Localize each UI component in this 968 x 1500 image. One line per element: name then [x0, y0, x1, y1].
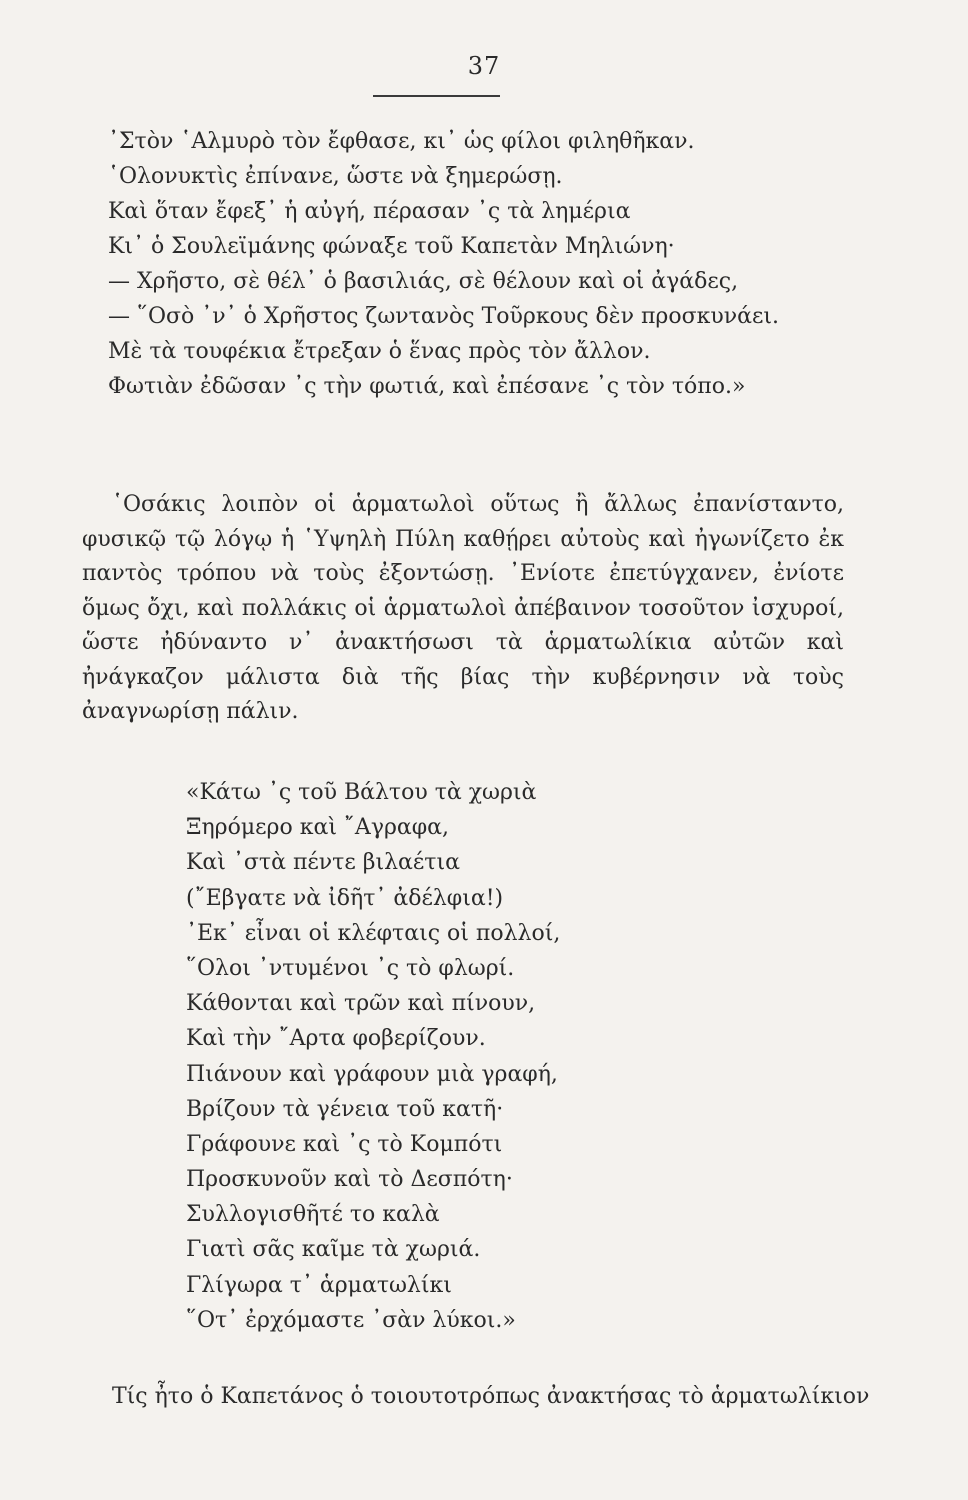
verse-line: Γράφουνε καὶ ᾿ς τὸ Κομπότι	[186, 1131, 503, 1157]
verse-line: Ξηρόμερο καὶ ῎Αγραφα,	[186, 815, 450, 841]
verse-line: Βρίζουν τὰ γένεια τοῦ κατῆ·	[186, 1096, 504, 1122]
verse-line: «Κάτω ᾿ς τοῦ Βάλτου τὰ χωριὰ	[186, 780, 537, 805]
verse-line: — Χρῆστο, σὲ θέλ᾿ ὁ βασιλιάς, σὲ θέλουν καὶ οἱ ἀγάδες,	[108, 269, 739, 294]
verse-line: Φωτιὰν ἐδῶσαν ᾿ς τὴν φωτιά, καὶ ἐπέσανε ᾿ς τὸν τόπο.»	[108, 374, 746, 399]
prose-paragraph: ῾Οσάκις λοιπὸν οἱ ἁρματωλοὶ οὕτως ἢ ἄλλως ἐπανίσταντο, φυσικῷ τῷ λόγῳ ἡ ῾Υψηλὴ Πύλη καθῄρει αὐτοὺς καὶ ἠγωνίζετο ἐκ παντὸς τρόπου νὰ τοὺς ἐξοντώσῃ. ᾿Ενίοτε ἐπετύγχανεν, ἐνίοτε ὅμως ὄχι, καὶ πολλάκις οἱ ἁρματωλοὶ ἀπέβαινον τοσοῦτον ἰσχυροί, ὥστε ἠδύναντο ν᾿ ἀνακτήσωσι τὰ ἁρματωλίκια αὐτῶν καὶ ἠνάγκαζον μάλιστα διὰ τῆς βίας τὴν κυβέρνησιν νὰ τοὺς ἀναγνωρίσῃ πάλιν.	[82, 492, 844, 724]
verse-line: Γιατὶ σᾶς καῖμε τὰ χωριά.	[186, 1237, 481, 1263]
verse-line: — ῞Οσὸ ᾿ν᾿ ὁ Χρῆστος ζωντανὸς Τοῦρκους δὲν προσκυνάει.	[108, 304, 779, 329]
verse-line: ᾿Εκ᾿ εἶναι οἱ κλέφταις οἱ πολλοί,	[186, 920, 561, 946]
verse-line: Καὶ τὴν ῎Αρτα φοβερίζουν.	[186, 1026, 486, 1052]
prose-paragraph-block	[82, 488, 844, 730]
verse-line: ῞Ολοι ᾿ντυμένοι ᾿ς τὸ φλωρί.	[186, 955, 515, 981]
verse-line: (῎Εβγατε νὰ ἰδῆτ᾿ ἀδέλφια!)	[186, 885, 504, 911]
verse-line: Πιάνουν καὶ γράφουν μιὰ γραφή,	[186, 1061, 558, 1087]
page-number: 37	[467, 52, 501, 80]
poem-top	[108, 124, 928, 404]
verse-line: Καὶ ᾿στὰ πέντε βιλαέτια	[186, 850, 460, 876]
closing-line: Τίς ἦτο ὁ Καπετάνος ὁ τοιουτοτρόπως ἀνακτήσας τὸ ἁρματωλίκιον	[112, 1384, 870, 1409]
verse-line: Προσκυνοῦν καὶ τὸ Δεσπότη·	[186, 1167, 513, 1193]
verse-line: Γλίγωρα τ᾿ ἁρματωλίκι	[186, 1272, 452, 1298]
verse-line: Μὲ τὰ τουφέκια ἔτρεξαν ὁ ἕνας πρὸς τὸν ἄλλον.	[108, 339, 651, 364]
verse-line: Συλλογισθῆτέ το καλὰ	[186, 1202, 440, 1228]
verse-line: ᾿Στὸν ῾Αλμυρὸ τὸν ἔφθασε, κι᾿ ὡς φίλοι φιληθῆκαν.	[108, 129, 695, 154]
header-rule	[373, 95, 500, 97]
poem-bottom	[186, 775, 886, 1338]
verse-line: Καὶ ὅταν ἔφεξ᾿ ἡ αὐγή, πέρασαν ᾿ς τὰ λημέρια	[108, 199, 631, 224]
verse-line: Κάθονται καὶ τρῶν καὶ πίνουν,	[186, 991, 536, 1017]
verse-line: Κι᾿ ὁ Σουλεϊμάνης φώναξε τοῦ Καπετὰν Μηλιώνη·	[108, 234, 675, 259]
verse-line: ῞Οτ᾿ ἐρχόμαστε ᾿σὰν λύκοι.»	[186, 1307, 516, 1333]
verse-line: ῾Ολονυκτὶς ἐπίνανε, ὥστε νὰ ξημερώσῃ.	[108, 164, 563, 189]
